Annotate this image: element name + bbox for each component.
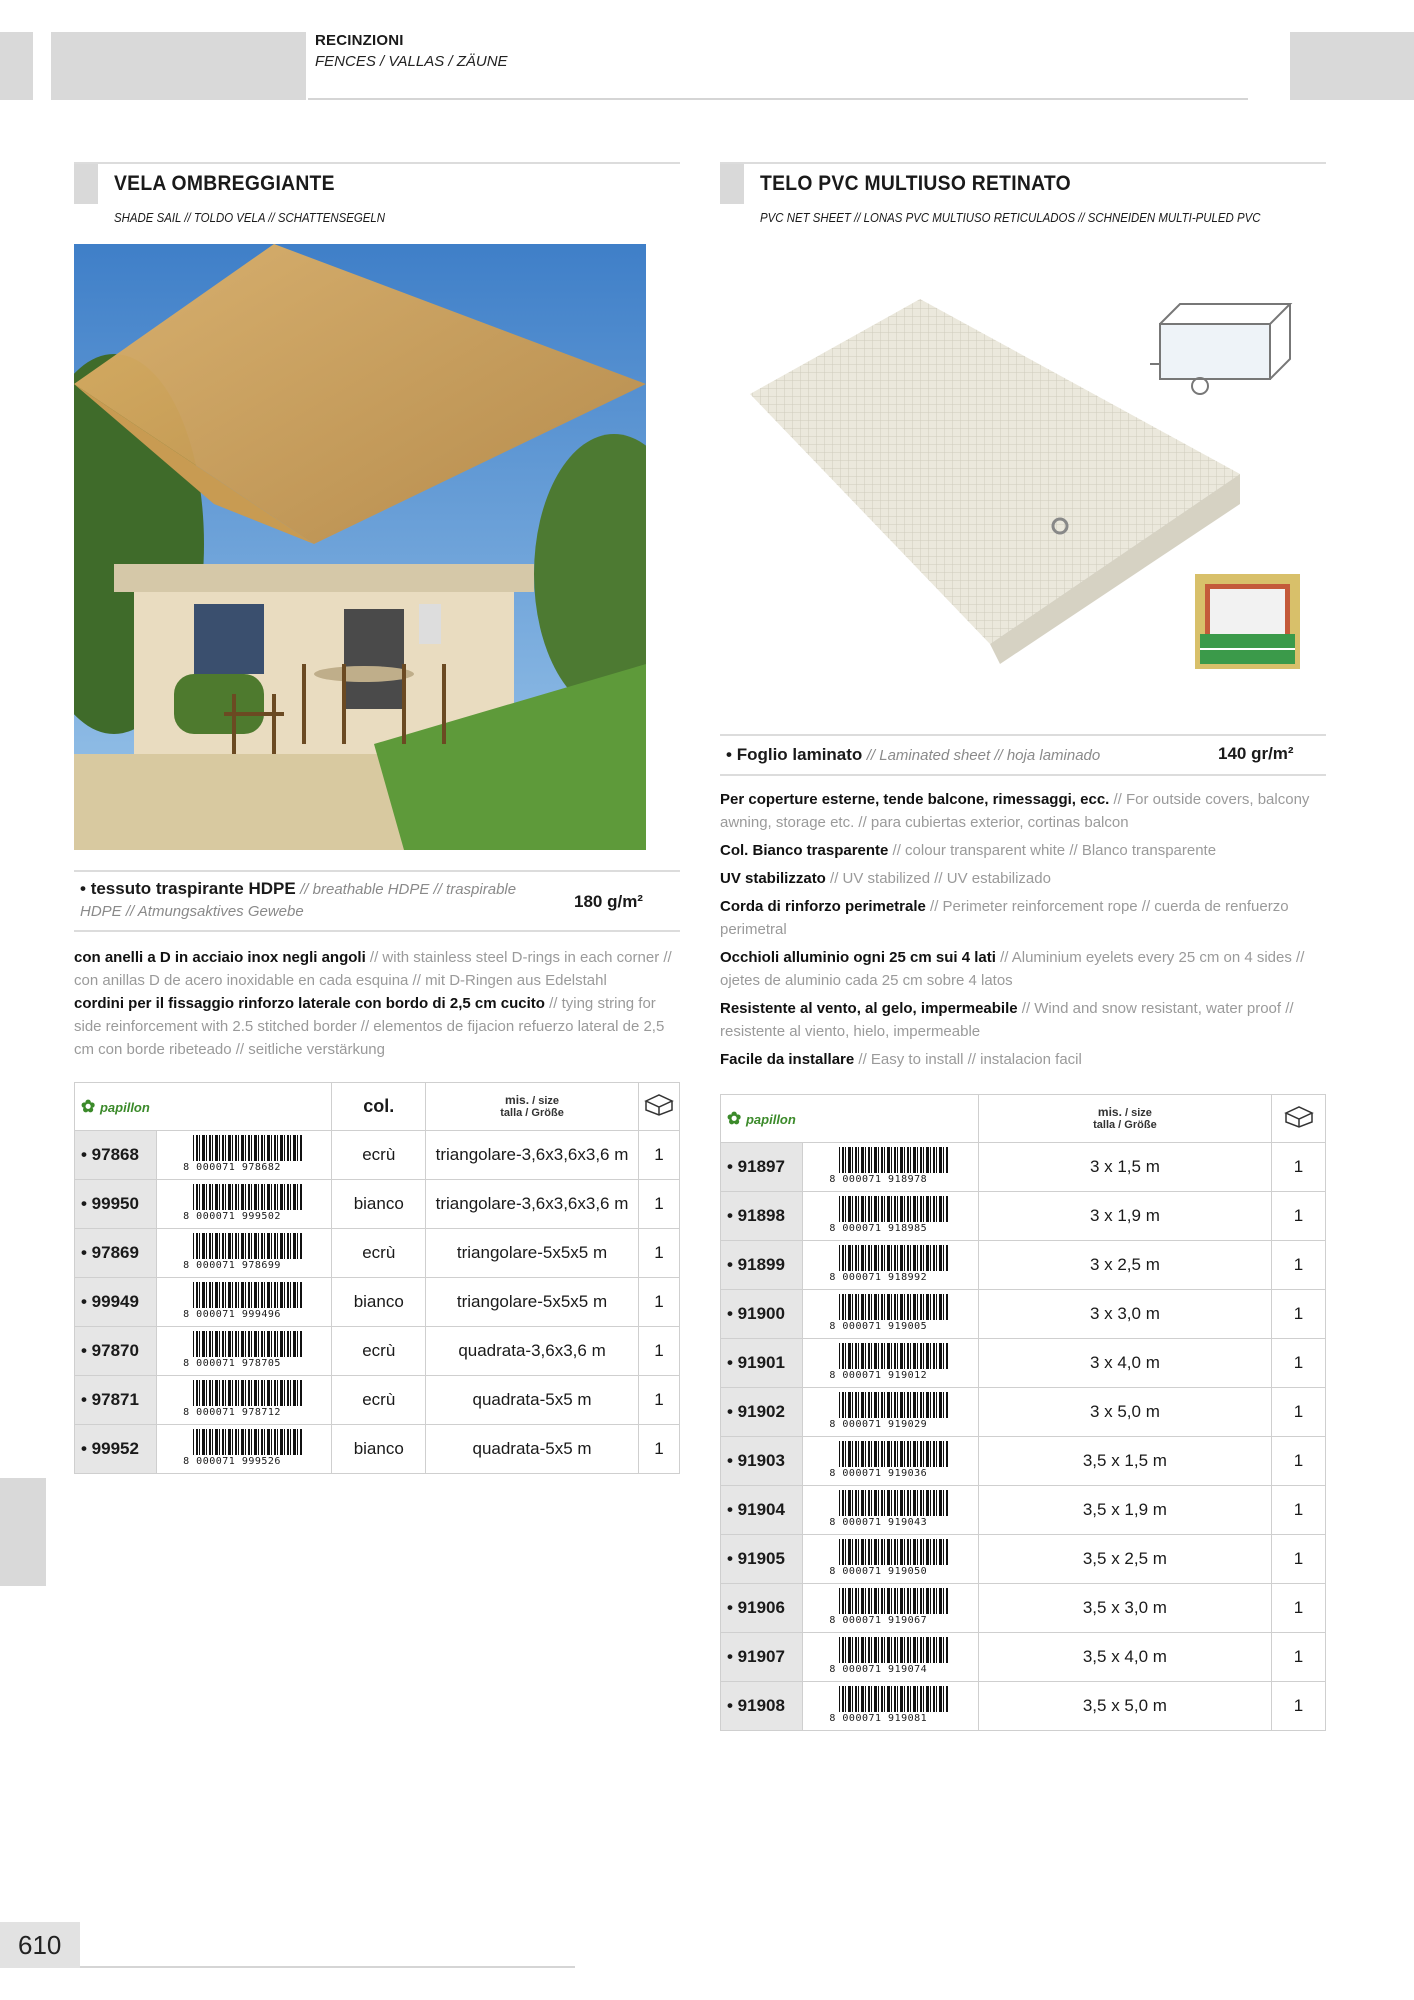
table-row: • 99950 8 000071 999502 bianco triangolare-3,6x3,6x3,6 m 1 (75, 1180, 680, 1229)
brand-logo: ✿ papillon (75, 1083, 332, 1131)
left-section-subtitle: SHADE SAIL // TOLDO VELA // SCHATTENSEGELN (114, 210, 386, 225)
barcode: 8 000071 919036 (829, 1439, 951, 1479)
table-row: • 91905 8 000071 919050 3,5 x 2,5 m 1 (721, 1535, 1326, 1584)
right-feature: • Foglio laminato // Laminated sheet // hoja laminado (726, 745, 1101, 764)
right-feature-bold: Foglio laminato (736, 745, 863, 764)
barcode: 8 000071 919067 (829, 1586, 951, 1626)
table-row: • 91897 8 000071 918978 3 x 1,5 m 1 (721, 1143, 1326, 1192)
mis-header: mis. / size talla / Größe (426, 1083, 639, 1131)
barcode: 8 000071 919043 (829, 1488, 951, 1528)
table-row: • 91908 8 000071 919081 3,5 x 5,0 m 1 (721, 1682, 1326, 1731)
barcode: 8 000071 918992 (829, 1243, 951, 1283)
barcode: 8 000071 999502 (183, 1182, 305, 1222)
table-row: • 91900 8 000071 919005 3 x 3,0 m 1 (721, 1290, 1326, 1339)
left-feature-rule-bottom (74, 930, 680, 932)
footer-rule (80, 1966, 575, 1968)
box-icon (1272, 1095, 1326, 1143)
table-row: • 91903 8 000071 919036 3,5 x 1,5 m 1 (721, 1437, 1326, 1486)
right-weight: 140 gr/m² (1218, 744, 1294, 763)
barcode: 8 000071 918978 (829, 1145, 951, 1185)
right-product-table (720, 1094, 1326, 1731)
right-feature-light: // Laminated sheet // hoja laminado (866, 747, 1101, 764)
table-row: • 97868 8 000071 978682 ecrù triangolare-3,6x3,6x3,6 m 1 (75, 1131, 680, 1180)
left-description (74, 946, 680, 1061)
barcode: 8 000071 978705 (183, 1329, 305, 1369)
barcode: 8 000071 999496 (183, 1280, 305, 1320)
right-desc-3: UV stabilizzato // UV stabilized // UV estabilizado (720, 870, 1051, 887)
header-left-tab (0, 32, 33, 100)
box-icon (638, 1083, 679, 1131)
side-tab (0, 1478, 46, 1586)
right-feature-rule (720, 734, 1326, 736)
table-header (721, 1095, 1326, 1143)
table-row: • 91904 8 000071 919043 3,5 x 1,9 m 1 (721, 1486, 1326, 1535)
left-feature-bold: tessuto traspirante HDPE (90, 879, 296, 898)
barcode: 8 000071 919029 (829, 1390, 951, 1430)
table-row: • 91906 8 000071 919067 3,5 x 3,0 m 1 (721, 1584, 1326, 1633)
table-row: • 91901 8 000071 919012 3 x 4,0 m 1 (721, 1339, 1326, 1388)
left-section-marker (74, 164, 98, 204)
barcode: 8 000071 919081 (829, 1684, 951, 1724)
header-category: RECINZIONI (315, 32, 404, 49)
table-row: • 97871 8 000071 978712 ecrù quadrata-5x5 m 1 (75, 1376, 680, 1425)
table-row: • 99949 8 000071 999496 bianco triangolare-5x5x5 m 1 (75, 1278, 680, 1327)
left-product-table (74, 1082, 680, 1474)
right-section-title: TELO PVC MULTIUSO RETINATO (760, 172, 1071, 195)
left-weight: 180 g/m² (574, 892, 643, 911)
table-row: • 97870 8 000071 978705 ecrù quadrata-3,6x3,6 m 1 (75, 1327, 680, 1376)
shade-sail-photo (74, 244, 646, 850)
table-row: • 91902 8 000071 919029 3 x 5,0 m 1 (721, 1388, 1326, 1437)
left-section-rule (74, 162, 680, 164)
header-subtitle: FENCES / VALLAS / ZÄUNE (315, 53, 508, 70)
col-header: col. (332, 1083, 426, 1131)
right-description (720, 788, 1326, 1071)
barcode: 8 000071 978712 (183, 1378, 305, 1418)
right-feature-rule-bottom (720, 774, 1326, 776)
right-desc-6: Resistente al vento, al gelo, impermeabile // Wind and snow resistant, water proof // resistente al viento, hielo, impermeable (720, 1000, 1294, 1040)
right-section-rule (720, 162, 1326, 164)
left-feature: • tessuto traspirante HDPE // breathable HDPE // traspirable HDPE // Atmungsaktives Gewebe (80, 879, 517, 920)
left-desc-2: cordini per il fissaggio rinforzo laterale con bordo di 2,5 cm cucito // tying string for side reinforcement with 2.5 stitched border // elementos de fijacion refuerzo lateral de 2,5 cm con borde ribeteado // seitliche verstärkung (74, 995, 665, 1058)
table-row: • 91898 8 000071 918985 3 x 1,9 m 1 (721, 1192, 1326, 1241)
barcode: 8 000071 919074 (829, 1635, 951, 1675)
right-desc-7: Facile da installare // Easy to install // instalacion facil (720, 1051, 1082, 1068)
table-row: • 91907 8 000071 919074 3,5 x 4,0 m 1 (721, 1633, 1326, 1682)
barcode: 8 000071 918985 (829, 1194, 951, 1234)
pvc-sheet-photo (720, 244, 1326, 724)
barcode: 8 000071 999526 (183, 1427, 305, 1467)
table-row: • 97869 8 000071 978699 ecrù triangolare-5x5x5 m 1 (75, 1229, 680, 1278)
left-feature-rule (74, 870, 680, 872)
right-desc-2: Col. Bianco trasparente // colour transparent white // Blanco transparente (720, 842, 1217, 859)
page-number: 610 (18, 1930, 62, 1960)
table-header (75, 1083, 680, 1131)
header-right-tab (1290, 32, 1414, 100)
left-desc-1: con anelli a D in acciaio inox negli angoli // with stainless steel D-rings in each corner // con anillas D de acero inoxidable en cada esquina // mit D-Ringen aus Edelstahl (74, 949, 672, 989)
barcode: 8 000071 919012 (829, 1341, 951, 1381)
left-feature-light: // breathable HDPE // traspirable HDPE // Atmungsaktives Gewebe (80, 881, 517, 920)
right-desc-5: Occhioli alluminio ogni 25 cm sui 4 lati // Aluminium eyelets every 25 cm on 4 sides // ojetes de aluminio cada 25 cm sobre 4 latos (720, 949, 1305, 989)
mis-header: mis. / size talla / Größe (978, 1095, 1271, 1143)
barcode: 8 000071 978682 (183, 1133, 305, 1173)
barcode: 8 000071 919050 (829, 1537, 951, 1577)
brand-logo: ✿ papillon (721, 1095, 979, 1143)
header-rule (308, 98, 1248, 100)
right-desc-4: Corda di rinforzo perimetrale // Perimeter reinforcement rope // cuerda de renfuerzo perimetral (720, 898, 1289, 938)
barcode: 8 000071 978699 (183, 1231, 305, 1271)
table-row: • 99952 8 000071 999526 bianco quadrata-5x5 m 1 (75, 1425, 680, 1474)
right-desc-1: Per coperture esterne, tende balcone, rimessaggi, ecc. // For outside covers, balcony awning, storage etc. // para cubiertas exterior, cortinas balcon (720, 791, 1310, 831)
right-section-subtitle: PVC NET SHEET // LONAS PVC MULTIUSO RETICULADOS // SCHNEIDEN MULTI-PULED PVC (760, 210, 1261, 225)
barcode: 8 000071 919005 (829, 1292, 951, 1332)
table-row: • 91899 8 000071 918992 3 x 2,5 m 1 (721, 1241, 1326, 1290)
header-box (51, 32, 306, 100)
left-section-title: VELA OMBREGGIANTE (114, 172, 335, 195)
right-section-marker (720, 164, 744, 204)
